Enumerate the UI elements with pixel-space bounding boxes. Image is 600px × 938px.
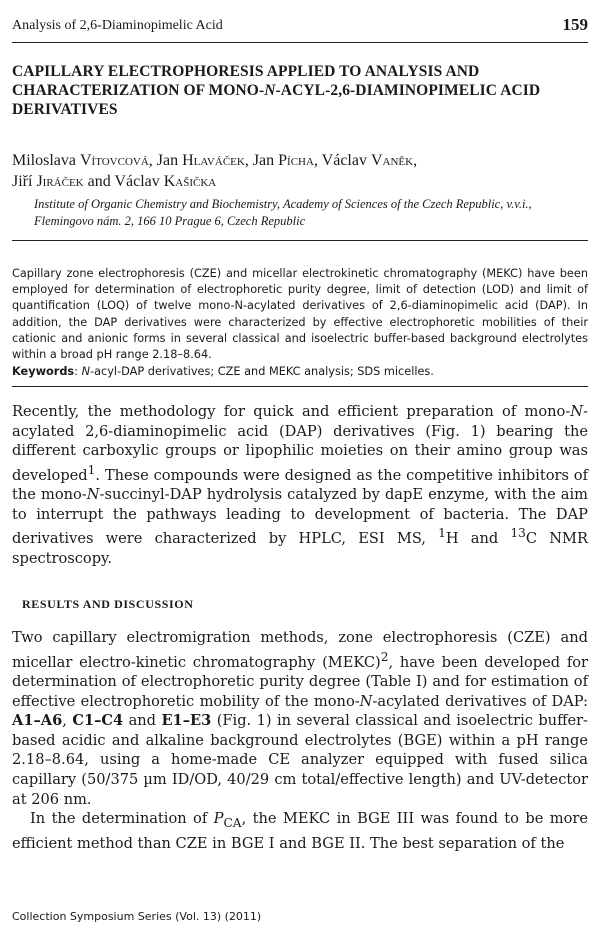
running-title: Analysis of 2,6-Diaminopimelic Acid xyxy=(12,18,223,33)
keywords-label: Keywords xyxy=(12,365,75,378)
title-line-3: DERIVATIVES xyxy=(12,101,118,118)
author-surname: Vaněk xyxy=(370,152,414,169)
author-surname: Hlaváček xyxy=(182,152,245,169)
results-discussion xyxy=(12,628,588,853)
author-surname: Jiráček xyxy=(36,173,84,190)
title-line-2: CHARACTERIZATION OF MONO-N-ACYL-2,6-DIAMINOPIMELIC ACID xyxy=(12,82,541,99)
intro-paragraph: Recently, the methodology for quick and efficient preparation of mono-N-acylated 2,6-diaminopimelic acid (DAP) derivatives (Fig. 1) bearing the different carboxylic groups or lipophilic moieties on their amino group was developed$^1$. These compounds were designed as the competitive inhibitors of the mono-N-succinyl-DAP hydrolysis catalyzed by dapE enzyme, with the aim to interrupt the pathways leading to development of bacteria. The DAP derivatives were characterized by HPLC, ESI MS, $^1$H and $^{13}$C NMR spectroscopy. xyxy=(12,403,589,567)
introduction xyxy=(12,402,588,568)
article-title xyxy=(12,62,588,119)
page-number: 159 xyxy=(562,15,588,34)
reference-marker: 1 xyxy=(87,462,96,477)
title-line-1: CAPILLARY ELECTROPHORESIS APPLIED TO ANALYSIS AND xyxy=(12,63,480,80)
results-paragraph-2: In the determination of $P_{CA}$, the MEKC in BGE III was found to be more efficient method than CZE in BGE I and BGE II. The best separation of the xyxy=(12,810,588,852)
author-list: Miloslava Vítovcová, Jan Hlaváček, Jan Pícha, Václav Vaněk, Jiří Jiráček and Václav Kašička xyxy=(12,152,418,190)
paper-page xyxy=(12,0,588,938)
reference-marker: 2 xyxy=(380,649,389,664)
affiliation: Institute of Organic Chemistry and Biochemistry, Academy of Sciences of the Czech Republic, v.v.i., Flemingovo nám. 2, 166 10 Prague 6, Czech Republic xyxy=(34,197,532,228)
results-paragraph-1: Two capillary electromigration methods, zone electrophoresis (CZE) and micellar electro-kinetic chromatography (MEKC)$^2$, have been developed for determination of electrophoretic purity degree (Table I) and for estimation of effective electrophoretic mobility of the mono-N-acylated derivatives of DAP: A1–A6, C1–C4 and E1–E3 (Fig. 1) in several classical and isoelectric buffer-based acidic and alkaline background electrolytes (BGE) within a pH range 2.18–8.64, using a home-made CE analyzer equipped with fused silica capillary (50/375 µm ID/OD, 40/29 cm total/effective length) and UV-detector at 206 nm. xyxy=(12,629,588,808)
running-header xyxy=(12,14,588,43)
keywords: Keywords: N-acyl-DAP derivatives; CZE and MEKC analysis; SDS micelles. xyxy=(12,365,434,378)
journal-footer: Collection Symposium Series (Vol. 13) (2011) xyxy=(12,910,262,923)
abstract-text: Capillary zone electrophoresis (CZE) and micellar electrokinetic chromatography (MEKC) have been employed for determination of electrophoretic purity degree, limit of detection (LOD) and limit of quantification (LOQ) of twelve mono-N-acylated derivatives of 2,6-diaminopimelic acid (DAP). In addition, the DAP derivatives were characterized by effective electrophoretic mobilities of their cationic and anionic forms in several classical and isoelectric buffer-based background electrolytes within a broad pH range 2.18–8.64. xyxy=(12,267,588,362)
section-heading: RESULTS AND DISCUSSION xyxy=(22,597,194,611)
author-surname: Pícha xyxy=(278,152,314,169)
author-surname: Vítovcová xyxy=(80,152,149,169)
author-surname: Kašička xyxy=(163,173,217,190)
